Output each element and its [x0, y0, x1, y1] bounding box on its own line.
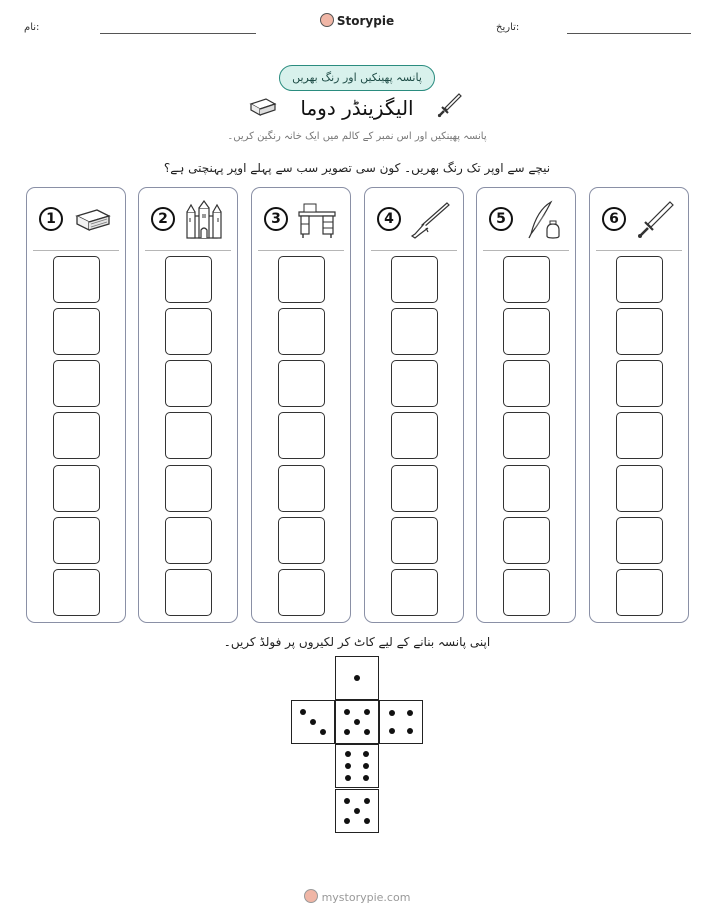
name-line[interactable]	[100, 33, 256, 34]
footer-url: mystorypie.com	[321, 891, 411, 904]
storypie-logo-icon	[320, 13, 334, 27]
color-cell[interactable]	[503, 569, 550, 616]
column-number: 4	[377, 207, 401, 231]
color-cell[interactable]	[53, 569, 100, 616]
dice-pip	[345, 775, 351, 781]
dice-pip	[354, 808, 360, 814]
color-cell[interactable]	[503, 256, 550, 303]
dice-pip	[364, 729, 370, 735]
column-1	[26, 187, 126, 623]
dice-pip	[363, 763, 369, 769]
dice-pip	[364, 709, 370, 715]
dice-face-1	[335, 656, 379, 700]
color-cell[interactable]	[503, 412, 550, 459]
color-cell[interactable]	[391, 517, 438, 564]
column-divider	[145, 250, 231, 251]
dice-pip	[364, 798, 370, 804]
brand-logo	[0, 13, 714, 28]
color-cell[interactable]	[503, 308, 550, 355]
column-divider	[33, 250, 119, 251]
color-cell[interactable]	[53, 412, 100, 459]
castle-icon	[183, 200, 225, 240]
color-cell[interactable]	[53, 256, 100, 303]
color-cell[interactable]	[391, 465, 438, 512]
color-cell[interactable]	[391, 308, 438, 355]
brand-name: Storypie	[336, 14, 395, 28]
color-cell[interactable]	[53, 308, 100, 355]
footer	[0, 889, 714, 904]
column-4	[364, 187, 464, 623]
color-cell[interactable]	[616, 256, 663, 303]
column-number: 2	[151, 207, 175, 231]
column-divider	[596, 250, 682, 251]
dice-pip	[344, 729, 350, 735]
color-cell[interactable]	[165, 308, 212, 355]
date-line[interactable]	[567, 33, 691, 34]
color-cell[interactable]	[616, 360, 663, 407]
dice-face-5	[335, 700, 379, 744]
color-cell[interactable]	[391, 360, 438, 407]
book-icon	[71, 200, 113, 240]
color-cell[interactable]	[278, 256, 325, 303]
color-cell[interactable]	[616, 465, 663, 512]
column-2	[138, 187, 238, 623]
color-cell[interactable]	[278, 569, 325, 616]
dice-pip	[320, 729, 326, 735]
musket-icon	[409, 200, 451, 240]
subtitle: پانسہ پھینکیں اور اس نمبر کے کالم میں ایک خانہ رنگین کریں۔	[227, 131, 487, 142]
dice-face-6	[335, 744, 379, 788]
quill-inkpot-icon	[521, 200, 563, 240]
dice-pip	[354, 675, 360, 681]
dice-pip	[344, 798, 350, 804]
column-6	[589, 187, 689, 623]
color-cell[interactable]	[391, 256, 438, 303]
dice-face-5	[335, 789, 379, 833]
instruction: نیچے سے اوپر تک رنگ بھریں۔ کون سی تصویر سب سے پہلے اوپر پہنچتی ہے؟	[163, 161, 551, 175]
dice-pip	[354, 719, 360, 725]
column-divider	[258, 250, 344, 251]
sword-icon	[634, 200, 676, 240]
color-cell[interactable]	[165, 569, 212, 616]
color-cell[interactable]	[278, 465, 325, 512]
desk-icon	[296, 200, 338, 240]
color-cell[interactable]	[391, 412, 438, 459]
fold-instruction: اپنی پانسہ بنانے کے لیے کاٹ کر لکیروں پر فولڈ کریں۔	[223, 635, 491, 649]
dice-pip	[344, 818, 350, 824]
dice-pip	[407, 728, 413, 734]
footer-logo-icon	[304, 889, 318, 903]
color-cell[interactable]	[278, 517, 325, 564]
color-cell[interactable]	[503, 517, 550, 564]
dice-face-3	[291, 700, 335, 744]
color-cell[interactable]	[53, 465, 100, 512]
color-cell[interactable]	[278, 308, 325, 355]
dice-pip	[363, 775, 369, 781]
color-cell[interactable]	[616, 517, 663, 564]
dice-pip	[364, 818, 370, 824]
color-cell[interactable]	[165, 256, 212, 303]
title-sword-icon	[437, 92, 463, 120]
dice-pip	[389, 728, 395, 734]
column-divider	[371, 250, 457, 251]
color-cell[interactable]	[616, 569, 663, 616]
dice-pip	[407, 710, 413, 716]
dice-pip	[345, 751, 351, 757]
column-number: 1	[39, 207, 63, 231]
column-number: 6	[602, 207, 626, 231]
color-cell[interactable]	[391, 569, 438, 616]
dice-pip	[345, 763, 351, 769]
dice-pip	[344, 709, 350, 715]
color-cell[interactable]	[165, 360, 212, 407]
page-title: الیگزینڈر دوما	[300, 96, 414, 120]
activity-pill: پانسہ پھینکیں اور رنگ بھریں	[279, 65, 435, 91]
dice-pip	[389, 710, 395, 716]
color-cell[interactable]	[53, 360, 100, 407]
dice-pip	[310, 719, 316, 725]
color-cell[interactable]	[165, 517, 212, 564]
color-cell[interactable]	[53, 517, 100, 564]
color-cell[interactable]	[278, 360, 325, 407]
color-cell[interactable]	[503, 360, 550, 407]
color-cell[interactable]	[616, 412, 663, 459]
color-cell[interactable]	[278, 412, 325, 459]
color-cell[interactable]	[165, 465, 212, 512]
dice-pip	[363, 751, 369, 757]
dice-pip	[300, 709, 306, 715]
color-cell[interactable]	[165, 412, 212, 459]
column-divider	[483, 250, 569, 251]
name-label: نام:	[24, 22, 40, 33]
color-cell[interactable]	[503, 465, 550, 512]
date-label: تاریخ:	[496, 22, 520, 33]
dice-face-4	[379, 700, 423, 744]
column-3	[251, 187, 351, 623]
column-number: 3	[264, 207, 288, 231]
column-number: 5	[489, 207, 513, 231]
color-cell[interactable]	[616, 308, 663, 355]
column-5	[476, 187, 576, 623]
